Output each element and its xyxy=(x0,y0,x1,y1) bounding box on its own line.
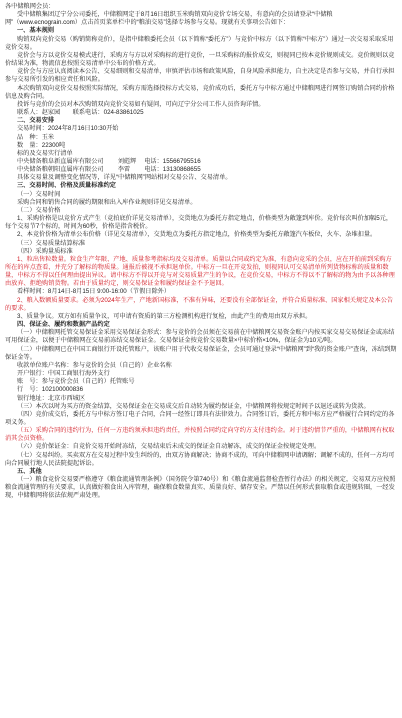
section-4-title: 四、保证金、履约和数据产品约定 xyxy=(17,321,110,329)
viewing-time: 看样时间：8月14日-8月15日 9:00-16:00（节假日除外） xyxy=(17,288,171,296)
deposit-paragraph-3: （三）本次以时为买方的资金结算，交易保证金在交易成交后自动转为履约保证金，中储粮网将按规定时间予以退还或转为货款。 xyxy=(17,402,370,410)
depot-person: 刘彪辉 xyxy=(117,157,137,165)
bank-line: 银行地址：北京市西城区 xyxy=(17,394,86,402)
depot-tel: 13130868655 xyxy=(162,166,201,174)
deposit-paragraph-4: （四）竞价成交后，委托方与中标方签订电子合同，合同一经签订即具有法律效力。合同签订后，委托方和中标方应严格履行合同约定的各项义务。 xyxy=(5,410,395,426)
section-1-title: 一、基本规则 xyxy=(17,27,55,35)
time-subtitle: （一）交易时间 xyxy=(17,190,61,198)
greeting: 各中储粮网会员： xyxy=(5,3,55,10)
quality-paragraph-2: 2、粮入数额质量要求。必须为2024年生产，产地新国标准，不准有异味，还要没有全部保证金，并符合质量标准、国家相关规定及本公告的要求。 xyxy=(5,296,394,312)
trade-time: 交易时间：2024年8月16日10:30开始 xyxy=(17,125,119,133)
depot-person: 李雷 xyxy=(117,166,131,174)
bank-line: 行 号：102100000836 xyxy=(17,386,84,394)
depot-org: 中央储备粮阜新直属库有限公司 xyxy=(17,157,104,165)
quality-paragraph-1: 1、粒出售粒数量。粒食生产年限、产地、质量参考指标均及交易清单。质量以合同或约定为准，有意向竞采的会员，应在开拍前到采购方所在的库点查看，并充分了解标的物质量。通报后被视不承担退单价。中标方一旦在开竞发拍，则视同认可交易清单所列货物标称的质量和数量，中标方不得以任何理由提出异议。请中标方不得以开竞与对交易质量产生的争议，在竞价交易，中标方不得以不了解标的物为由予以各种理由放弃、拒绝购销货物。若由于质量约定，则交易保证金和履约保证金不予退回。 xyxy=(5,255,395,288)
bank-label: 收款单位账户名称：参与竞价的会员（自己的）企业名称 xyxy=(17,361,172,369)
deposit-paragraph-1: （一）中储粮网托管交易保证金采用交易保证金形式：参与竞价的会员须在交易前在中储粮网交易资金账户内按买家交易交易保证金或冻结可用保证金，以便于中储粮网在交易前冻结交易保证金。交易保证金按竞价交易数量×中标价格×10%，保证金为10元/吨。 xyxy=(5,329,395,345)
section-1-p1: 购销双向竞价交易（购销简称竞价），是指中储粮委托会员（以下简称“委托方”）与竞价中标方（以下简称“中标方”）通过一次交易采取采用竞价交易。 xyxy=(5,35,394,51)
section-5-title: 五、其他 xyxy=(17,467,42,475)
trade-desc: 标的及交易实行清单 xyxy=(17,149,73,157)
depot-contact-list xyxy=(5,158,397,174)
deposit-paragraph-7: （七）交易纠纷。买卖双方在交易过程中发生纠纷的，由双方协商解决；协商不成的，可向中储粮网申请调解；调解不成的，任何一方均可向合同履行地人民法院提起诉讼。 xyxy=(5,451,395,467)
deposit-paragraph-5: （五）采购合同的违约行为，任何一方违约须承担违约责任，并按照合同约定向守约方支付违约金。对于违约情节严重的，中储粮网有权取消其会员资格。 xyxy=(5,427,395,443)
section-1-p3: 竞价会与方应认真阅读本公告、交易细则和交易清单，审慎评估市场和政策风险，自身风险承担能力，自主决定是否参与交易，并自行承担参与交易所引发的相应责任和风险。 xyxy=(5,68,395,84)
depot-tel: 15566795516 xyxy=(162,157,201,165)
trade-note: 具体交易量及调整变化情况等，详见“中储粮网”网站相对交易公告、交易清单。 xyxy=(17,174,232,182)
section-1-p2: 竞价会与方以竞价交易模式进行，采购方与方以对采购标的进行竞价，一旦采购标的报价成交，则视同已按本竞价规则成交。竞价规则以竞价结果为准，物流信息按照交易清单中公布的价格方式。 xyxy=(5,51,395,68)
section-1-p4: 本次购销双向竞价交易按照实际情况，采购方需选择投标方式交易，竞价成功后，委托方与中标方通过中储粮网进行网签订购销合同约价格信息及购合同。 xyxy=(5,84,395,100)
price-paragraph-1: 1、采购价格是以竞价方式产生（竞拍底价详见交易清单），交货地点为委托方指定地点，价格类型为敞篷到库价。竞价每次叫价加幅5元，每个交易节7个标的，时间为60秒，价格是指含税价。 xyxy=(5,215,393,231)
section-3-title: 三、交易时间、价格及质量标准约定 xyxy=(17,182,116,190)
deposit-paragraph-2: （二）中储粮网已在中国工商银行开设托管账户，该账户用于代收交易保证金，会员可通过登录“中储粮网”到“我的资金账户”查询，冻结到期保证金等。 xyxy=(5,345,397,361)
bank-line: 账 号：参与竞价会员（自己的）托管账号 xyxy=(17,378,135,386)
depot-tel-label: 电话： xyxy=(144,166,163,174)
depot-tel-label: 电话： xyxy=(144,157,163,165)
intro-paragraph: 受中储粮集团辽宁分公司委托，中储粮网定于8月16日组织玉米购销双向竞价专场交易，有意向的会员请登录“中储粮网”（www.ecnograin.com）点击首页菜单栏中的“粮油交易”选择专场参与交易。现就有关事项公告如下： xyxy=(5,11,333,27)
depot-row xyxy=(5,158,397,166)
quality-standard-subtitle: （四）采购量质标准 xyxy=(17,247,73,255)
time-paragraph: 采购合同和销售合同的履约期限和出入库作业规则详见交易清单。 xyxy=(17,198,197,206)
deposit-paragraph-6: （六）竞价保证金：自竞价交易开始时冻结，交易结束后未成交的保证金自动解冻，成交的保证金按规定处理。 xyxy=(17,443,321,451)
section-1-p5: 投诉与竞价的会员对本次购销双向竞价交易如有疑问，可向辽宁分公司工作人员咨询详情。 xyxy=(17,100,265,108)
price-subtitle: （二）交易价格 xyxy=(17,206,61,214)
trade-variety: 品 种：玉米 xyxy=(17,133,55,141)
section-2-title: 二、交易安排 xyxy=(17,117,55,125)
quality-subtitle: （三）交易质量结算标准 xyxy=(17,239,86,247)
trade-quantity: 数 量：22300吨 xyxy=(17,141,66,149)
other-paragraph-1: （一）粮食竞价交易要严格遵守《粮食流通管理条例》（国务院令第740号）和《粮食流通监督检查暂行办法》的相关规定，交易双方应按照粮食流通管理的有关要求，认真做好粮食出入库管理，确保粮食数量真实、质量良好、储存安全。严禁以任何形式套取粮食或违规转圈，一经发现，中储粮网将依法依规严肃处理。 xyxy=(5,476,396,500)
quality-paragraph-3: 3、质量争议。双方如有质量争议，可申请有资质的第三方检测机构进行复检，由此产生的费用由双方承担。 xyxy=(17,312,312,320)
bank-line: 开户银行：中国工商银行海外支行 xyxy=(17,370,110,378)
price-paragraph-2: 2、本竞价价格为清单公布价格（详见交易清单），交货地点为委托方指定地点，价格类型为委托方敞篷汽车板位，火车、杂堆扣量。 xyxy=(17,231,377,239)
depot-org: 中央储备粮朝阳直属库有限公司 xyxy=(17,166,104,174)
contact-info: 联系人：赵家园 联系电话：024-83861025 xyxy=(17,109,144,117)
